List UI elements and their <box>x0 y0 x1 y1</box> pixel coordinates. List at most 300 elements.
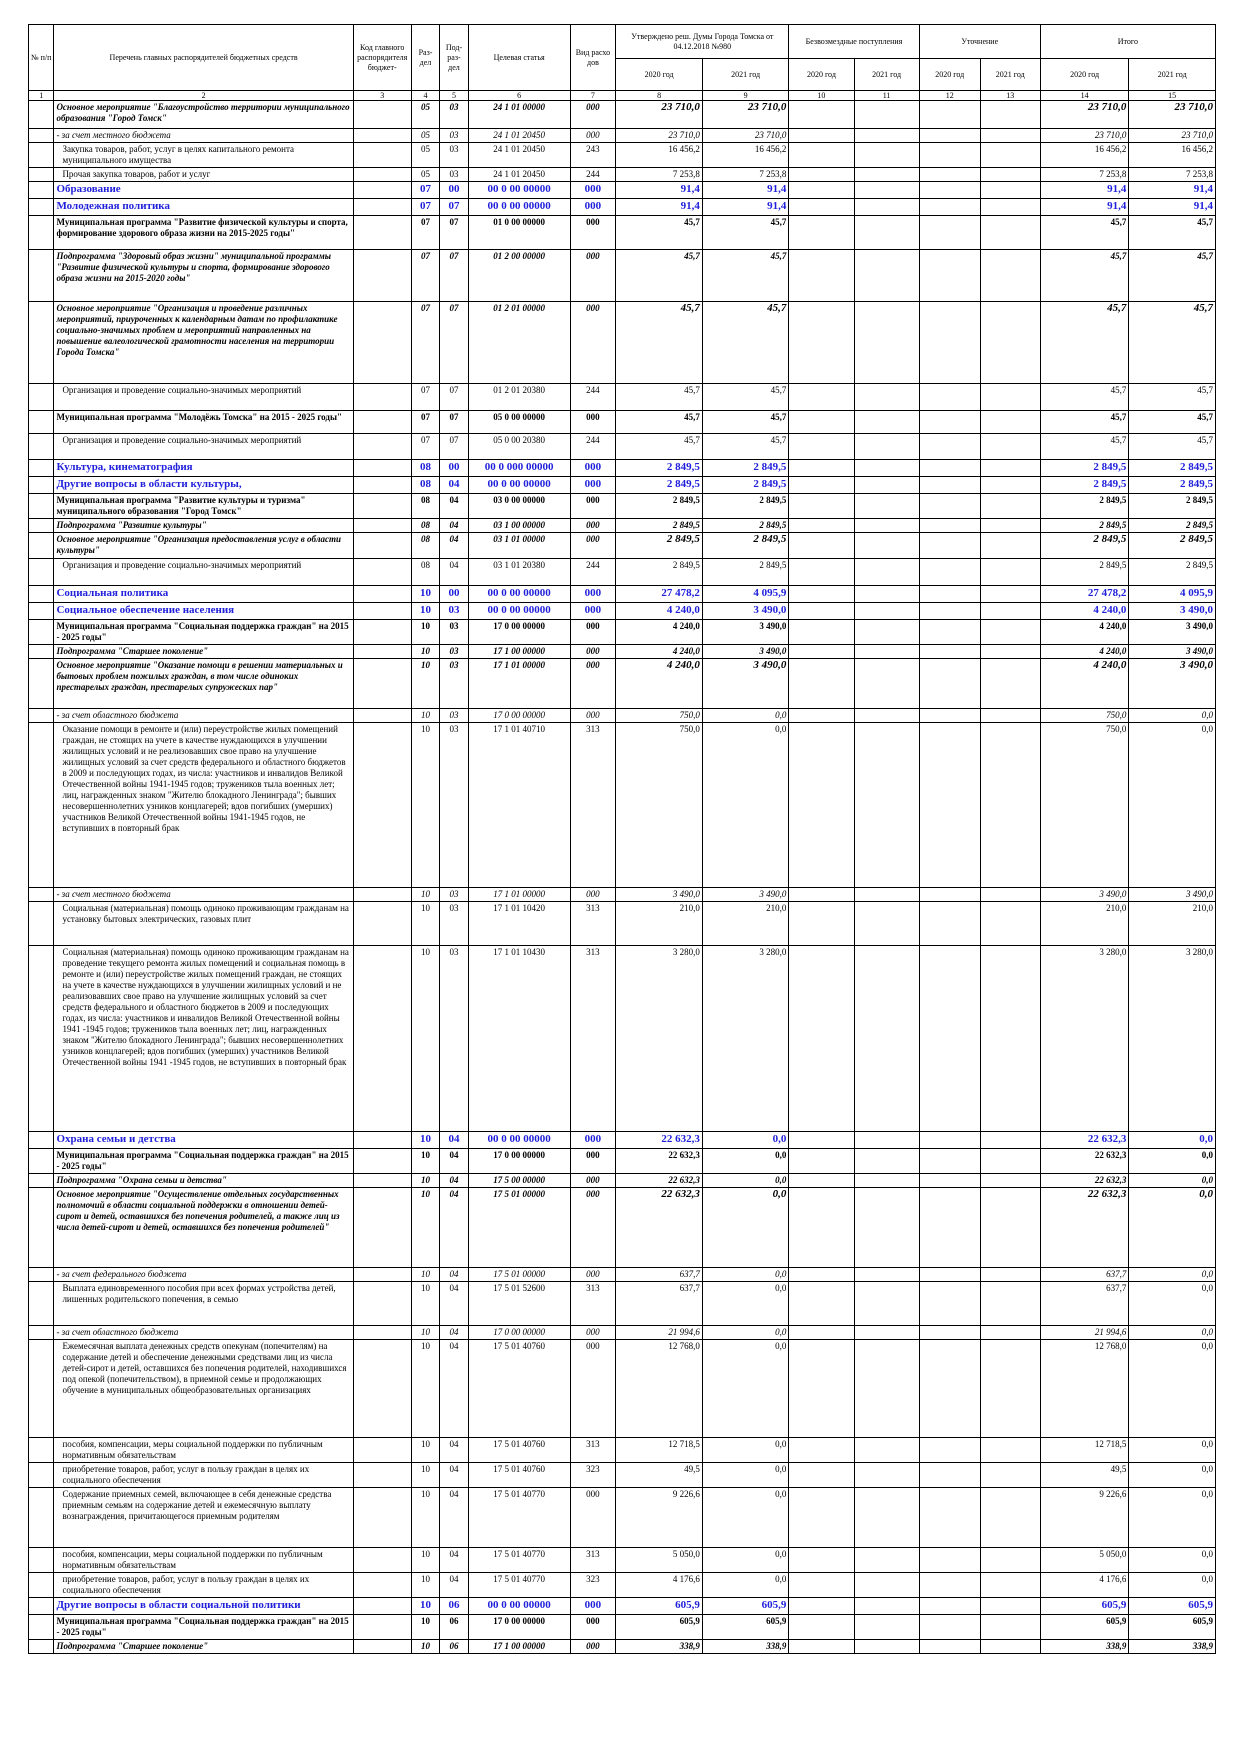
cell-total-2021: 3 490,0 <box>1129 645 1216 659</box>
cell-approved-2021: 23 710,0 <box>702 129 789 143</box>
cell-vid: 244 <box>570 559 616 586</box>
cell-code <box>353 1463 411 1488</box>
cell-approved-2021: 2 849,5 <box>702 494 789 519</box>
cell-num <box>29 302 54 384</box>
cell-podrazdel: 04 <box>440 477 469 494</box>
cell-clar-2020 <box>919 645 980 659</box>
cell-approved-2021: 2 849,5 <box>702 477 789 494</box>
cell-target: 03 1 00 00000 <box>468 519 570 533</box>
cell-approved-2020: 21 994,6 <box>616 1326 703 1340</box>
cell-vid: 000 <box>570 1326 616 1340</box>
column-number: 14 <box>1040 91 1129 101</box>
header-total: Итого <box>1040 25 1215 59</box>
cell-code <box>353 199 411 216</box>
cell-total-2021: 2 849,5 <box>1129 533 1216 559</box>
cell-clar-2021 <box>980 1488 1040 1548</box>
cell-code <box>353 384 411 411</box>
cell-code <box>353 620 411 645</box>
cell-approved-2021: 0,0 <box>702 1438 789 1463</box>
table-row <box>29 1188 1216 1268</box>
cell-total-2021: 91,4 <box>1129 199 1216 216</box>
cell-free-2020 <box>789 143 854 168</box>
cell-total-2021: 3 490,0 <box>1129 888 1216 902</box>
cell-total-2020: 22 632,3 <box>1040 1188 1129 1268</box>
cell-clar-2021 <box>980 1640 1040 1654</box>
column-number: 15 <box>1129 91 1216 101</box>
cell-num <box>29 723 54 888</box>
cell-total-2021: 0,0 <box>1129 709 1216 723</box>
cell-free-2021 <box>854 709 919 723</box>
cell-name: Основное мероприятие "Организация предоставления услуг в области культуры" <box>54 533 353 559</box>
cell-clar-2020 <box>919 659 980 709</box>
cell-free-2021 <box>854 586 919 603</box>
cell-num <box>29 645 54 659</box>
column-number: 9 <box>702 91 789 101</box>
table-row <box>29 477 1216 494</box>
cell-razdel: 07 <box>411 250 440 302</box>
cell-podrazdel: 04 <box>440 1282 469 1326</box>
cell-approved-2021: 91,4 <box>702 199 789 216</box>
cell-num <box>29 659 54 709</box>
cell-free-2020 <box>789 129 854 143</box>
cell-approved-2021: 45,7 <box>702 411 789 434</box>
cell-target: 01 2 01 00000 <box>468 302 570 384</box>
cell-clar-2020 <box>919 723 980 888</box>
cell-num <box>29 1282 54 1326</box>
cell-approved-2021: 23 710,0 <box>702 101 789 129</box>
cell-total-2021: 605,9 <box>1129 1615 1216 1640</box>
table-row <box>29 888 1216 902</box>
cell-razdel: 07 <box>411 302 440 384</box>
cell-name: Охрана семьи и детства <box>54 1132 353 1149</box>
cell-name: Муниципальная программа "Молодёжь Томска" на 2015 - 2025 годы" <box>54 411 353 434</box>
cell-vid: 000 <box>570 129 616 143</box>
cell-clar-2021 <box>980 101 1040 129</box>
cell-razdel: 08 <box>411 519 440 533</box>
cell-total-2021: 210,0 <box>1129 902 1216 946</box>
header-clarification: Уточнение <box>919 25 1040 59</box>
cell-razdel: 10 <box>411 1174 440 1188</box>
cell-target: 03 0 00 00000 <box>468 494 570 519</box>
cell-free-2021 <box>854 477 919 494</box>
cell-clar-2021 <box>980 494 1040 519</box>
cell-total-2020: 637,7 <box>1040 1268 1129 1282</box>
cell-clar-2021 <box>980 411 1040 434</box>
cell-target: 00 0 00 00000 <box>468 1598 570 1615</box>
cell-approved-2021: 0,0 <box>702 1268 789 1282</box>
cell-free-2021 <box>854 1174 919 1188</box>
cell-code <box>353 1149 411 1174</box>
cell-total-2021: 0,0 <box>1129 1438 1216 1463</box>
cell-clar-2021 <box>980 559 1040 586</box>
cell-clar-2021 <box>980 129 1040 143</box>
cell-clar-2021 <box>980 143 1040 168</box>
cell-total-2021: 0,0 <box>1129 1340 1216 1438</box>
table-row <box>29 659 1216 709</box>
cell-approved-2020: 22 632,3 <box>616 1174 703 1188</box>
cell-approved-2021: 45,7 <box>702 250 789 302</box>
cell-clar-2020 <box>919 946 980 1132</box>
cell-total-2020: 23 710,0 <box>1040 101 1129 129</box>
cell-podrazdel: 04 <box>440 559 469 586</box>
cell-total-2020: 4 240,0 <box>1040 620 1129 645</box>
cell-num <box>29 559 54 586</box>
cell-total-2020: 45,7 <box>1040 216 1129 250</box>
cell-clar-2020 <box>919 1438 980 1463</box>
cell-free-2021 <box>854 182 919 199</box>
cell-target: 00 0 00 00000 <box>468 199 570 216</box>
cell-num <box>29 494 54 519</box>
cell-approved-2021: 0,0 <box>702 1282 789 1326</box>
cell-podrazdel: 03 <box>440 645 469 659</box>
cell-clar-2021 <box>980 1598 1040 1615</box>
cell-vid: 000 <box>570 709 616 723</box>
cell-free-2021 <box>854 1548 919 1573</box>
cell-name: Социальное обеспечение населения <box>54 603 353 620</box>
cell-code <box>353 519 411 533</box>
cell-free-2021 <box>854 168 919 182</box>
cell-free-2020 <box>789 603 854 620</box>
cell-razdel: 10 <box>411 1188 440 1268</box>
cell-clar-2021 <box>980 723 1040 888</box>
column-number: 5 <box>440 91 469 101</box>
cell-total-2021: 4 095,9 <box>1129 586 1216 603</box>
cell-podrazdel: 06 <box>440 1598 469 1615</box>
cell-clar-2021 <box>980 182 1040 199</box>
cell-total-2020: 4 176,6 <box>1040 1573 1129 1598</box>
cell-free-2021 <box>854 1438 919 1463</box>
cell-total-2020: 7 253,8 <box>1040 168 1129 182</box>
cell-num <box>29 182 54 199</box>
cell-clar-2021 <box>980 603 1040 620</box>
cell-approved-2021: 2 849,5 <box>702 533 789 559</box>
cell-name: Муниципальная программа "Развитие культуры и туризма" муниципального образования "Город Томск" <box>54 494 353 519</box>
cell-podrazdel: 04 <box>440 1340 469 1438</box>
cell-clar-2021 <box>980 620 1040 645</box>
cell-target: 24 1 01 00000 <box>468 101 570 129</box>
cell-approved-2020: 49,5 <box>616 1463 703 1488</box>
cell-vid: 000 <box>570 411 616 434</box>
cell-target: 01 0 00 00000 <box>468 216 570 250</box>
cell-free-2020 <box>789 1615 854 1640</box>
cell-approved-2021: 338,9 <box>702 1640 789 1654</box>
cell-vid: 000 <box>570 1132 616 1149</box>
cell-approved-2021: 16 456,2 <box>702 143 789 168</box>
cell-free-2020 <box>789 250 854 302</box>
table-row <box>29 902 1216 946</box>
cell-vid: 244 <box>570 168 616 182</box>
cell-name: приобретение товаров, работ, услуг в пользу граждан в целях их социального обеспечения <box>54 1463 353 1488</box>
cell-clar-2021 <box>980 1282 1040 1326</box>
column-number: 12 <box>919 91 980 101</box>
column-number: 4 <box>411 91 440 101</box>
cell-vid: 000 <box>570 101 616 129</box>
cell-total-2020: 12 768,0 <box>1040 1340 1129 1438</box>
cell-razdel: 10 <box>411 723 440 888</box>
cell-total-2020: 2 849,5 <box>1040 494 1129 519</box>
cell-free-2020 <box>789 182 854 199</box>
cell-approved-2020: 91,4 <box>616 199 703 216</box>
table-row <box>29 1463 1216 1488</box>
cell-free-2021 <box>854 1149 919 1174</box>
cell-num <box>29 1132 54 1149</box>
column-number: 6 <box>468 91 570 101</box>
cell-approved-2020: 4 240,0 <box>616 620 703 645</box>
cell-vid: 000 <box>570 1268 616 1282</box>
table-row <box>29 586 1216 603</box>
cell-name: пособия, компенсации, меры социальной поддержки по публичным нормативным обязательствам <box>54 1438 353 1463</box>
cell-code <box>353 659 411 709</box>
cell-target: 24 1 01 20450 <box>468 168 570 182</box>
cell-podrazdel: 04 <box>440 1326 469 1340</box>
cell-total-2020: 2 849,5 <box>1040 519 1129 533</box>
cell-total-2021: 45,7 <box>1129 302 1216 384</box>
column-number: 8 <box>616 91 703 101</box>
cell-approved-2020: 3 490,0 <box>616 888 703 902</box>
cell-total-2021: 338,9 <box>1129 1640 1216 1654</box>
header-num: № п/п <box>29 25 54 91</box>
cell-total-2020: 605,9 <box>1040 1598 1129 1615</box>
cell-approved-2021: 3 490,0 <box>702 603 789 620</box>
cell-num <box>29 519 54 533</box>
cell-target: 17 1 01 10430 <box>468 946 570 1132</box>
cell-approved-2021: 3 490,0 <box>702 645 789 659</box>
cell-clar-2020 <box>919 1149 980 1174</box>
cell-clar-2020 <box>919 384 980 411</box>
cell-razdel: 10 <box>411 620 440 645</box>
table-row <box>29 129 1216 143</box>
cell-clar-2021 <box>980 586 1040 603</box>
cell-vid: 000 <box>570 1340 616 1438</box>
cell-num <box>29 1149 54 1174</box>
cell-target: 17 1 00 00000 <box>468 1640 570 1654</box>
cell-name: Содержание приемных семей, включающее в себя денежные средства приемным семьям на содержание детей и ежемесячную выплату вознаграждения, причитающегося приемным родителям <box>54 1488 353 1548</box>
cell-approved-2021: 4 095,9 <box>702 586 789 603</box>
table-row <box>29 143 1216 168</box>
column-number: 1 <box>29 91 54 101</box>
cell-vid: 243 <box>570 143 616 168</box>
cell-total-2021: 23 710,0 <box>1129 101 1216 129</box>
cell-approved-2021: 0,0 <box>702 1573 789 1598</box>
cell-name: Организация и проведение социально-значимых мероприятий <box>54 384 353 411</box>
cell-vid: 000 <box>570 1188 616 1268</box>
header-code: Код главного распорядителя бюджет- <box>353 25 411 91</box>
cell-approved-2020: 637,7 <box>616 1282 703 1326</box>
cell-code <box>353 250 411 302</box>
cell-clar-2020 <box>919 559 980 586</box>
cell-razdel: 07 <box>411 199 440 216</box>
cell-total-2021: 3 490,0 <box>1129 659 1216 709</box>
cell-free-2021 <box>854 143 919 168</box>
cell-free-2020 <box>789 888 854 902</box>
cell-target: 17 0 00 00000 <box>468 1615 570 1640</box>
cell-vid: 000 <box>570 1488 616 1548</box>
cell-clar-2020 <box>919 1188 980 1268</box>
cell-clar-2020 <box>919 216 980 250</box>
cell-podrazdel: 04 <box>440 1132 469 1149</box>
cell-approved-2020: 2 849,5 <box>616 460 703 477</box>
cell-code <box>353 1326 411 1340</box>
cell-num <box>29 1340 54 1438</box>
cell-name: Социальная (материальная) помощь одиноко проживающим гражданам на установку бытовых электрических, газовых плит <box>54 902 353 946</box>
cell-razdel: 07 <box>411 182 440 199</box>
cell-podrazdel: 03 <box>440 723 469 888</box>
table-row <box>29 709 1216 723</box>
cell-approved-2020: 45,7 <box>616 411 703 434</box>
cell-total-2020: 45,7 <box>1040 250 1129 302</box>
cell-clar-2020 <box>919 477 980 494</box>
cell-total-2020: 45,7 <box>1040 434 1129 460</box>
cell-clar-2020 <box>919 586 980 603</box>
cell-free-2021 <box>854 1640 919 1654</box>
cell-free-2021 <box>854 302 919 384</box>
cell-clar-2021 <box>980 1188 1040 1268</box>
cell-approved-2021: 7 253,8 <box>702 168 789 182</box>
cell-razdel: 10 <box>411 645 440 659</box>
cell-total-2020: 22 632,3 <box>1040 1149 1129 1174</box>
cell-podrazdel: 07 <box>440 250 469 302</box>
cell-name: Образование <box>54 182 353 199</box>
cell-total-2020: 750,0 <box>1040 709 1129 723</box>
cell-razdel: 10 <box>411 1463 440 1488</box>
cell-num <box>29 620 54 645</box>
cell-name: Муниципальная программа "Развитие физической культуры и спорта, формирование здорового образа жизни на 2015-2025 годы" <box>54 216 353 250</box>
cell-total-2021: 45,7 <box>1129 250 1216 302</box>
cell-clar-2020 <box>919 1598 980 1615</box>
cell-free-2020 <box>789 384 854 411</box>
cell-free-2020 <box>789 460 854 477</box>
cell-clar-2020 <box>919 143 980 168</box>
cell-target: 01 2 01 20380 <box>468 384 570 411</box>
cell-name: Выплата единовременного пособия при всех формах устройства детей, лишенных родительского попечения, в семью <box>54 1282 353 1326</box>
cell-free-2020 <box>789 1548 854 1573</box>
cell-podrazdel: 07 <box>440 384 469 411</box>
cell-target: 24 1 01 20450 <box>468 143 570 168</box>
cell-approved-2020: 12 718,5 <box>616 1438 703 1463</box>
cell-free-2021 <box>854 434 919 460</box>
cell-name: Муниципальная программа "Социальная поддержка граждан" на 2015 - 2025 годы" <box>54 1149 353 1174</box>
cell-vid: 000 <box>570 519 616 533</box>
cell-clar-2020 <box>919 168 980 182</box>
table-row <box>29 250 1216 302</box>
cell-total-2021: 45,7 <box>1129 434 1216 460</box>
cell-total-2021: 0,0 <box>1129 723 1216 888</box>
cell-vid: 000 <box>570 182 616 199</box>
cell-approved-2020: 45,7 <box>616 250 703 302</box>
cell-total-2020: 9 226,6 <box>1040 1488 1129 1548</box>
cell-clar-2021 <box>980 1463 1040 1488</box>
cell-clar-2021 <box>980 1438 1040 1463</box>
table-row <box>29 1438 1216 1463</box>
table-row <box>29 620 1216 645</box>
cell-approved-2021: 0,0 <box>702 1340 789 1438</box>
cell-vid: 000 <box>570 199 616 216</box>
cell-name: - за счет местного бюджета <box>54 129 353 143</box>
cell-code <box>353 586 411 603</box>
cell-name: Прочая закупка товаров, работ и услуг <box>54 168 353 182</box>
cell-code <box>353 1174 411 1188</box>
cell-code <box>353 1282 411 1326</box>
cell-free-2020 <box>789 723 854 888</box>
cell-code <box>353 1132 411 1149</box>
column-number: 13 <box>980 91 1040 101</box>
cell-clar-2020 <box>919 1326 980 1340</box>
cell-approved-2020: 4 240,0 <box>616 603 703 620</box>
cell-approved-2020: 45,7 <box>616 216 703 250</box>
cell-vid: 244 <box>570 384 616 411</box>
cell-total-2021: 91,4 <box>1129 182 1216 199</box>
cell-code <box>353 477 411 494</box>
cell-num <box>29 1573 54 1598</box>
table-row <box>29 1488 1216 1548</box>
cell-code <box>353 182 411 199</box>
table-row <box>29 723 1216 888</box>
cell-target: 17 5 01 00000 <box>468 1188 570 1268</box>
cell-free-2021 <box>854 559 919 586</box>
cell-target: 24 1 01 20450 <box>468 129 570 143</box>
cell-total-2021: 45,7 <box>1129 411 1216 434</box>
cell-razdel: 08 <box>411 559 440 586</box>
cell-razdel: 10 <box>411 1615 440 1640</box>
cell-razdel: 05 <box>411 101 440 129</box>
cell-clar-2020 <box>919 1573 980 1598</box>
cell-razdel: 05 <box>411 129 440 143</box>
cell-total-2021: 2 849,5 <box>1129 519 1216 533</box>
cell-free-2020 <box>789 1149 854 1174</box>
cell-name: Муниципальная программа "Социальная поддержка граждан" на 2015 - 2025 годы" <box>54 620 353 645</box>
cell-vid: 000 <box>570 477 616 494</box>
cell-target: 17 5 01 40760 <box>468 1340 570 1438</box>
cell-vid: 323 <box>570 1573 616 1598</box>
cell-free-2021 <box>854 129 919 143</box>
cell-free-2021 <box>854 494 919 519</box>
cell-clar-2021 <box>980 1174 1040 1188</box>
cell-num <box>29 1188 54 1268</box>
header-free: Безвозмездные поступления <box>789 25 919 59</box>
cell-clar-2021 <box>980 1573 1040 1598</box>
cell-free-2020 <box>789 1598 854 1615</box>
cell-name: приобретение товаров, работ, услуг в пользу граждан в целях их социального обеспечения <box>54 1573 353 1598</box>
cell-target: 01 2 00 00000 <box>468 250 570 302</box>
cell-clar-2021 <box>980 477 1040 494</box>
cell-approved-2021: 0,0 <box>702 1488 789 1548</box>
cell-approved-2020: 605,9 <box>616 1615 703 1640</box>
cell-approved-2021: 0,0 <box>702 709 789 723</box>
cell-approved-2021: 45,7 <box>702 434 789 460</box>
column-number: 2 <box>54 91 353 101</box>
cell-approved-2021: 2 849,5 <box>702 460 789 477</box>
cell-code <box>353 129 411 143</box>
cell-razdel: 10 <box>411 1488 440 1548</box>
cell-total-2020: 23 710,0 <box>1040 129 1129 143</box>
cell-clar-2020 <box>919 533 980 559</box>
cell-name: - за счет местного бюджета <box>54 888 353 902</box>
table-row <box>29 384 1216 411</box>
cell-code <box>353 1548 411 1573</box>
cell-podrazdel: 03 <box>440 946 469 1132</box>
cell-num <box>29 603 54 620</box>
cell-code <box>353 1438 411 1463</box>
cell-free-2021 <box>854 946 919 1132</box>
cell-free-2021 <box>854 460 919 477</box>
cell-clar-2020 <box>919 199 980 216</box>
cell-razdel: 10 <box>411 1340 440 1438</box>
cell-free-2020 <box>789 533 854 559</box>
cell-name: Муниципальная программа "Социальная поддержка граждан" на 2015 - 2025 годы" <box>54 1615 353 1640</box>
cell-total-2021: 16 456,2 <box>1129 143 1216 168</box>
cell-podrazdel: 07 <box>440 199 469 216</box>
cell-free-2021 <box>854 723 919 888</box>
